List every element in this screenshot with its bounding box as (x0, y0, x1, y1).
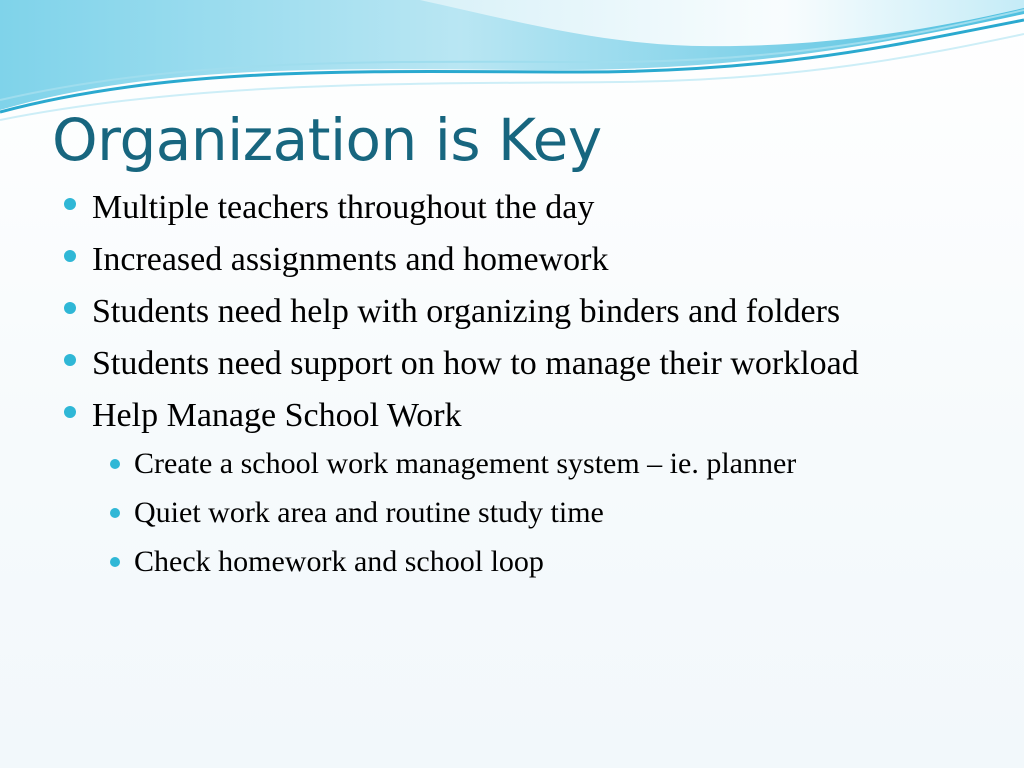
bullet-dot-icon (64, 250, 76, 262)
sub-bullet-dot-icon (110, 557, 120, 567)
bullet-text: Students need support on how to manage their workload (92, 345, 859, 382)
sub-bullet-text: Check homework and school loop (134, 545, 544, 578)
bullet-text: Increased assignments and homework (92, 241, 609, 278)
sub-bullet-item (62, 493, 1024, 533)
sub-bullet-dot-icon (110, 459, 120, 469)
bullet-list (62, 186, 962, 591)
sub-bullet-text: Create a school work management system – ie. planner (134, 447, 797, 480)
bullet-text: Multiple teachers throughout the day (92, 189, 595, 226)
bullet-item (62, 238, 882, 282)
bullet-item (62, 342, 882, 386)
sub-bullet-item (62, 444, 1024, 484)
sub-bullet-item (62, 542, 1024, 582)
bullet-dot-icon (64, 302, 76, 314)
bullet-item (62, 290, 882, 334)
slide-title: Organization is Key (52, 106, 602, 174)
bullet-dot-icon (64, 406, 76, 418)
bullet-dot-icon (64, 354, 76, 366)
sub-bullet-dot-icon (110, 508, 120, 518)
bullet-item (62, 186, 882, 230)
bullet-text: Students need help with organizing binders and folders (92, 293, 841, 330)
sub-bullet-list (62, 444, 882, 582)
bullet-dot-icon (64, 198, 76, 210)
bullet-text: Help Manage School Work (92, 397, 462, 434)
sub-bullet-text: Quiet work area and routine study time (134, 496, 604, 529)
bullet-item (62, 394, 882, 582)
